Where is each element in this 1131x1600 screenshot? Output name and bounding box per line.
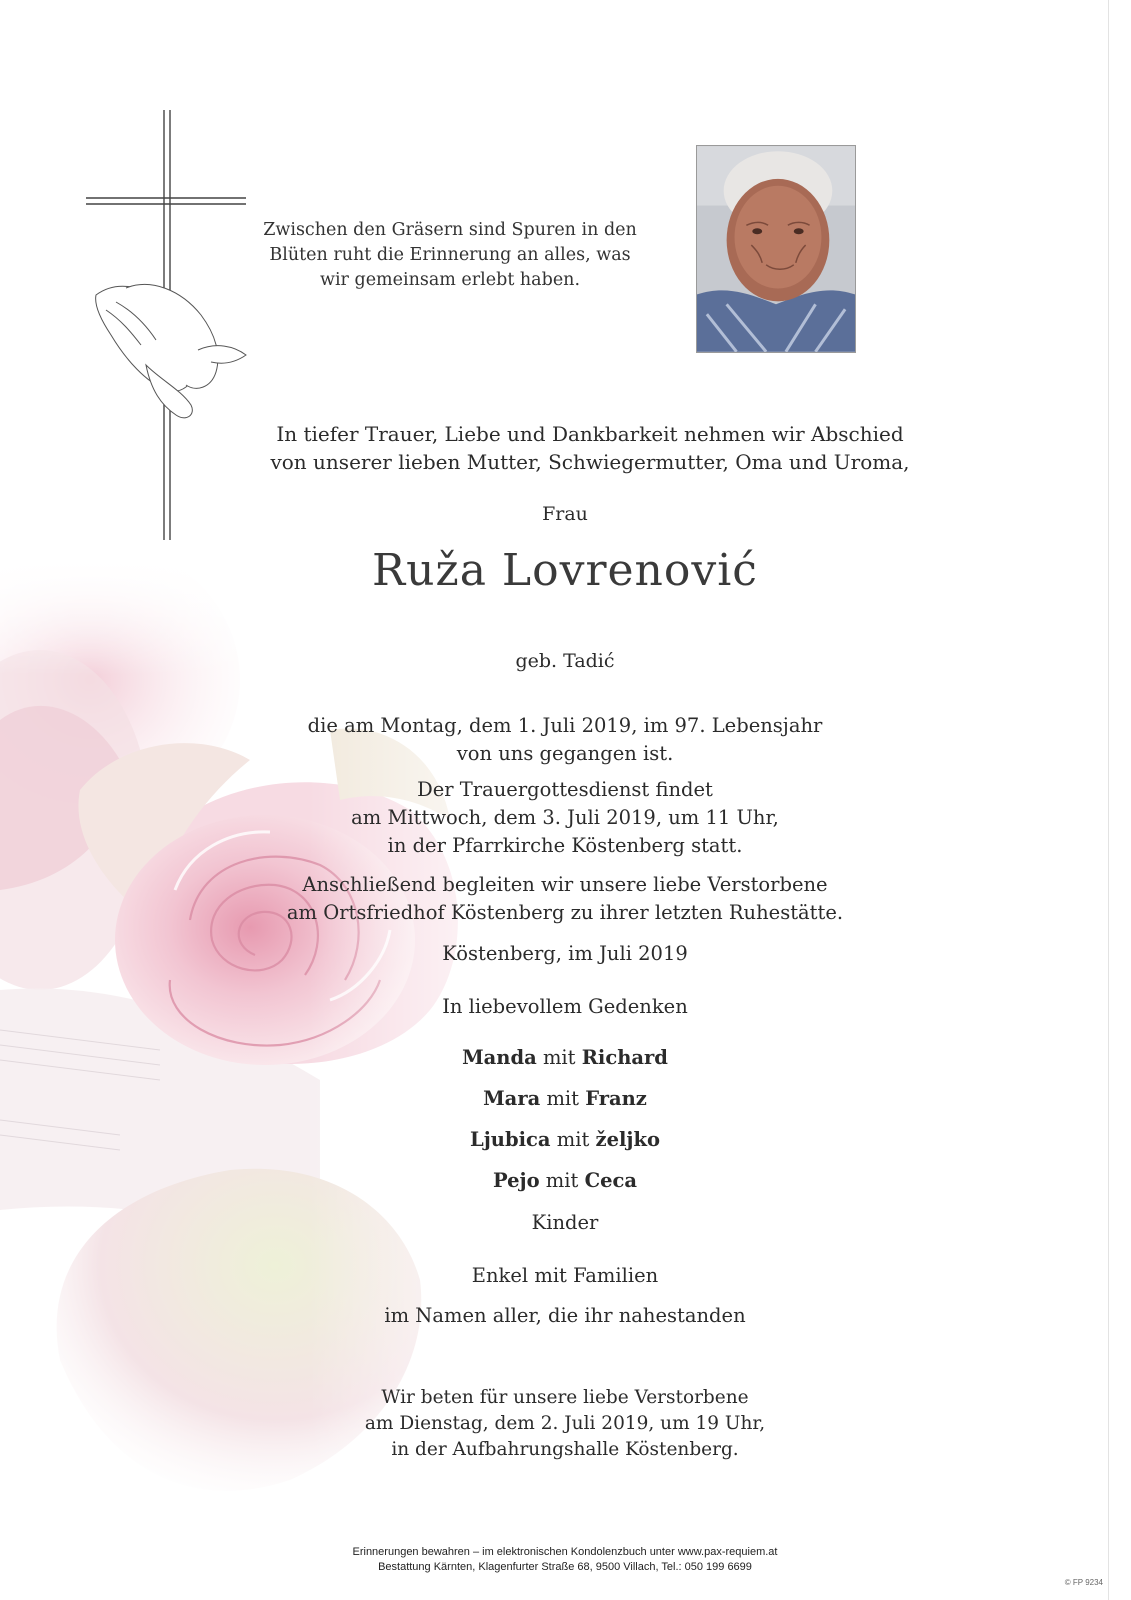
- praying-hands-icon: [96, 284, 246, 417]
- death-line: von uns gegangen ist.: [456, 742, 674, 765]
- prayer-line: in der Aufbahrungshalle Köstenberg.: [391, 1439, 739, 1460]
- family-connector: mit: [545, 1169, 579, 1192]
- quote-line: Zwischen den Gräsern sind Spuren in den: [263, 220, 637, 240]
- quote-line: wir gemeinsam erlebt haben.: [319, 270, 581, 290]
- intro-line: In tiefer Trauer, Liebe und Dankbarkeit nehmen wir Abschied: [276, 422, 904, 446]
- service-line: in der Pfarrkirche Köstenberg statt.: [387, 834, 743, 857]
- family-member: Pejo: [492, 1169, 540, 1192]
- footer-line: Erinnerungen bewahren – im elektronischen Kondolenzbuch unter www.pax-requiem.at: [352, 1546, 778, 1558]
- portrait-photo: [696, 145, 856, 353]
- scan-edge-line: [1108, 0, 1109, 1600]
- grandchildren-line: Enkel mit Familien: [471, 1264, 659, 1287]
- burial-notice: [260, 871, 870, 927]
- family-row: [360, 1167, 770, 1208]
- prayer-line: Wir beten für unsere liebe Verstorbene: [381, 1387, 749, 1408]
- family-member: Mara: [483, 1087, 541, 1110]
- on-behalf-line: im Namen aller, die ihr nahestanden: [384, 1304, 746, 1327]
- prayer-notice: [330, 1385, 800, 1463]
- family-member: Manda: [462, 1046, 537, 1069]
- farewell-intro: [200, 420, 980, 476]
- family-list: [360, 1044, 770, 1208]
- place-date: Köstenberg, im Juli 2019: [442, 942, 688, 965]
- deceased-title: Frau: [542, 503, 588, 525]
- family-row: [360, 1126, 770, 1167]
- maiden-name: geb. Tadić: [515, 650, 615, 672]
- burial-line: Anschließend begleiten wir unsere liebe Verstorbene: [302, 873, 828, 896]
- burial-line: am Ortsfriedhof Köstenberg zu ihrer letzten Ruhestätte.: [286, 901, 844, 924]
- family-connector: mit: [542, 1046, 576, 1069]
- family-row: [360, 1085, 770, 1126]
- children-label: Kinder: [531, 1211, 599, 1234]
- family-member: Ljubica: [470, 1128, 551, 1151]
- prayer-line: am Dienstag, dem 2. Juli 2019, um 19 Uhr,: [364, 1413, 766, 1434]
- deceased-name: Ruža Lovrenović: [372, 545, 758, 596]
- family-row: [360, 1044, 770, 1085]
- footer-line: Bestattung Kärnten, Klagenfurter Straße 68, 9500 Villach, Tel.: 050 199 6699: [378, 1561, 752, 1573]
- intro-line: von unserer lieben Mutter, Schwiegermutter, Oma und Uroma,: [270, 450, 910, 474]
- family-member: Ceca: [584, 1169, 638, 1192]
- service-line: am Mittwoch, dem 3. Juli 2019, um 11 Uhr,: [351, 806, 779, 829]
- cross-icon: [86, 110, 258, 555]
- quote-line: Blüten ruht die Erinnerung an alles, was: [269, 245, 631, 265]
- family-connector: mit: [546, 1087, 580, 1110]
- family-member: Richard: [581, 1046, 668, 1069]
- memorial-quote: [250, 218, 650, 293]
- memory-line: In liebevollem Gedenken: [442, 995, 688, 1018]
- death-notice: [260, 712, 870, 768]
- service-line: Der Trauergottesdienst findet: [417, 778, 713, 801]
- family-member: željko: [595, 1128, 660, 1151]
- death-line: die am Montag, dem 1. Juli 2019, im 97. Lebensjahr: [307, 714, 823, 737]
- funeral-home-footer: [230, 1545, 900, 1575]
- service-notice: [260, 776, 870, 860]
- family-connector: mit: [556, 1128, 590, 1151]
- family-member: Franz: [585, 1087, 647, 1110]
- form-code: © FP 9234: [1064, 1578, 1103, 1587]
- rose-image: [0, 560, 560, 1520]
